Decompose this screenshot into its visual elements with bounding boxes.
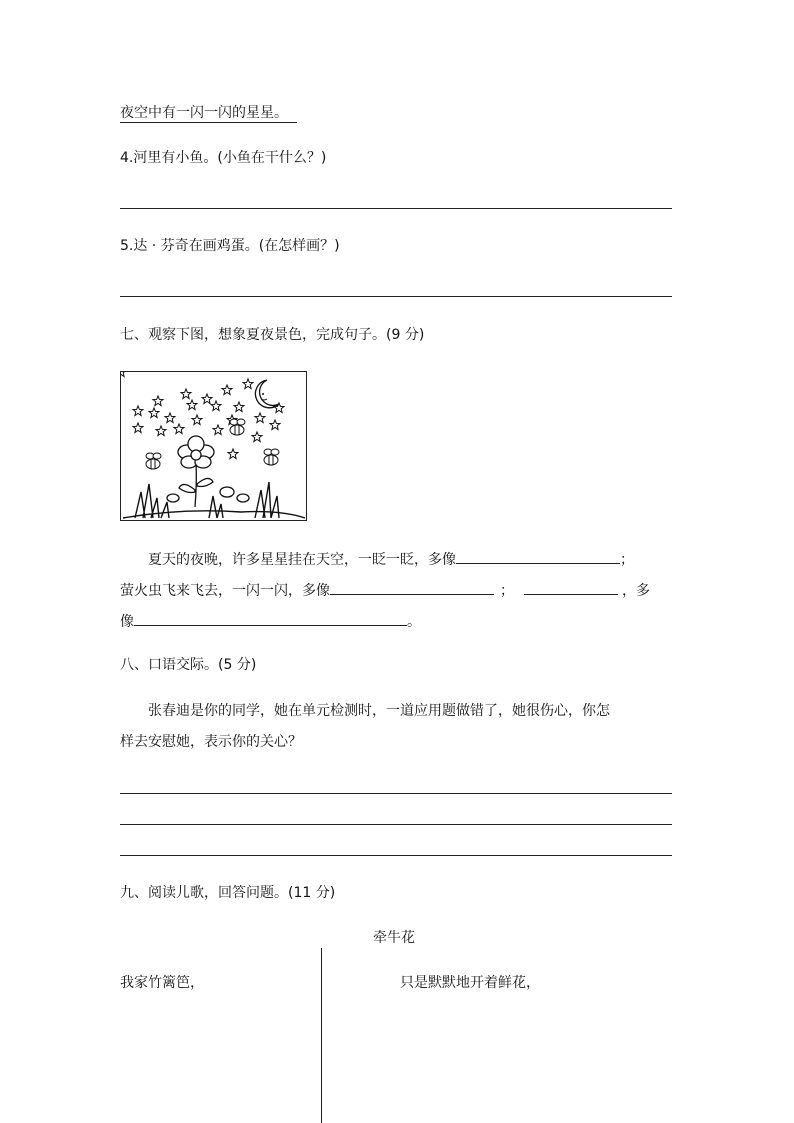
q5-hint: (在怎样画？) xyxy=(258,238,340,254)
poem-right-line: 只是默默地开着鲜花， xyxy=(400,975,540,991)
section7-heading: 七、观察下图，想象夏夜景色，完成句子。(9 分) xyxy=(120,327,425,343)
poem-title: 牵牛花 xyxy=(373,930,415,946)
section7-line1-end: ； xyxy=(620,552,634,568)
summer-night-picture xyxy=(120,371,307,521)
section8-heading: 八、口语交际。(5 分) xyxy=(120,657,257,673)
summer-night-illustration xyxy=(121,372,305,519)
section7-line2-text: 萤火虫飞来飞去，一闪一闪，多像 xyxy=(120,583,330,599)
q5-prompt-text: 5.达 · 芬奇在画鸡蛋。 xyxy=(120,238,259,254)
q5-prompt xyxy=(120,236,340,256)
section8-answer-line-1[interactable] xyxy=(120,793,672,794)
q4-hint: (小鱼在干什么？) xyxy=(217,150,327,166)
section9-heading: 九、阅读儿歌，回答问题。(11 分) xyxy=(120,885,336,901)
section7-line2 xyxy=(120,580,650,601)
blank-stars-like[interactable] xyxy=(456,549,620,564)
q5-answer-line[interactable] xyxy=(120,296,672,297)
section8-answer-line-2[interactable] xyxy=(120,824,672,825)
blank-free-sentence-end[interactable] xyxy=(134,611,407,626)
section8-paragraph-line1: 张春迪是你的同学，她在单元检测时，一道应用题做错了，她很伤心，你怎 xyxy=(148,703,610,719)
section7-line3 xyxy=(120,611,421,632)
section7-line3-end: 。 xyxy=(407,614,421,630)
bee-icon xyxy=(146,419,279,469)
q3-answer-text: 夜空中有一闪一闪的星星。 xyxy=(120,105,288,121)
section7-line1-text: 夏天的夜晚，许多星星挂在天空，一眨一眨，多像 xyxy=(148,552,456,568)
q3-answer xyxy=(120,103,297,123)
section8-paragraph-line2: 样去安慰她，表示你的关心？ xyxy=(120,734,302,750)
q4-prompt xyxy=(120,148,326,168)
section7-line2-end: ，多 xyxy=(622,583,650,599)
section7-line3-text: 像 xyxy=(120,614,134,630)
flower-icon xyxy=(167,436,249,507)
poem-left-line: 我家竹篱笆， xyxy=(120,975,204,991)
moon-icon xyxy=(255,380,279,408)
q4-answer-line[interactable] xyxy=(120,208,672,209)
q4-prompt-text: 4.河里有小鱼。 xyxy=(120,150,218,166)
blank-firefly-like[interactable] xyxy=(330,580,494,595)
section7-line2-sep: ； xyxy=(500,583,514,599)
blank-free-sentence-start[interactable] xyxy=(524,580,618,595)
grass-icon xyxy=(123,482,305,518)
section7-line1 xyxy=(148,549,634,570)
column-divider xyxy=(321,948,322,1123)
section8-answer-line-3[interactable] xyxy=(120,855,672,856)
